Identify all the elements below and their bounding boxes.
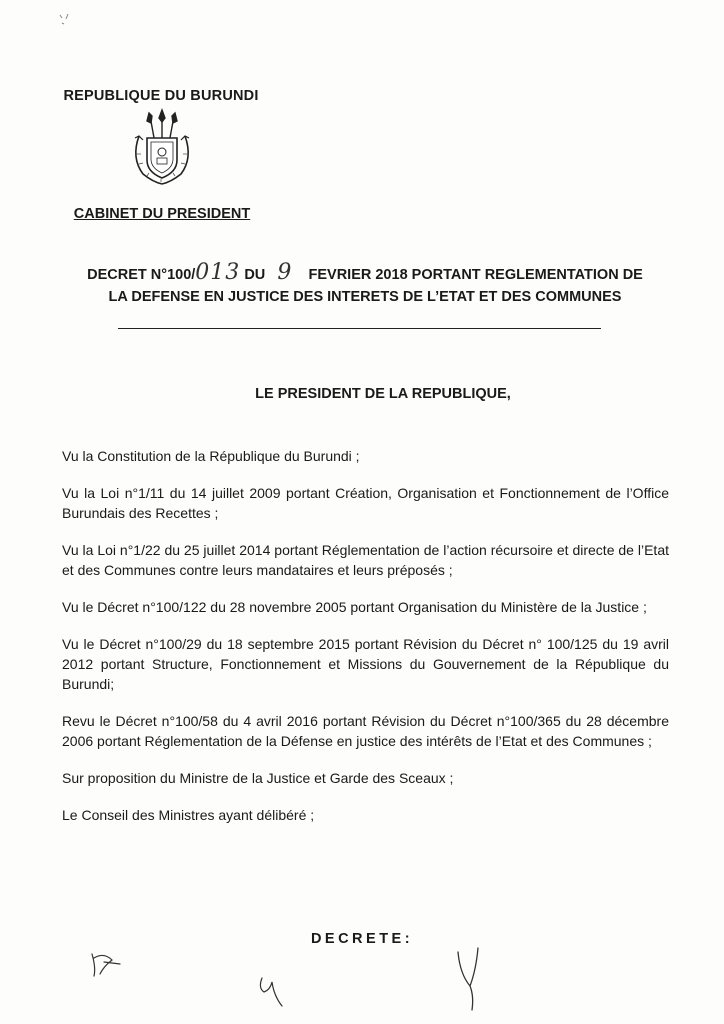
- decree-title-line-1: [40, 262, 690, 286]
- cabinet-name: CABINET DU PRESIDENT: [73, 206, 251, 222]
- president-heading: LE PRESIDENT DE LA REPUBLIQUE,: [255, 386, 511, 402]
- preamble-paragraph: Vu le Décret n°100/29 du 18 septembre 2015 portant Révision du Décret n° 100/125 du 19 avril 2012 portant Structure, Fonctionnement et Missions du Gouvernement de la République du Burundi;: [62, 636, 669, 692]
- decree-number-handwritten: 013: [195, 260, 241, 285]
- decree-title: [40, 262, 690, 308]
- decree-number-prefix: DECRET N°100/: [87, 267, 196, 283]
- preamble-paragraph: Vu la Loi n°1/22 du 25 juillet 2014 portant Réglementation de l’action récursoire et directe de l’Etat et des Communes contre leurs mandataires et leurs préposés ;: [62, 542, 669, 578]
- preamble-paragraph: Sur proposition du Ministre de la Justice et Garde des Sceaux ;: [62, 770, 454, 786]
- preamble-paragraph: Vu la Loi n°1/11 du 14 juillet 2009 portant Création, Organisation et Fonctionnement de l’Office Burundais des Recettes ;: [62, 485, 669, 521]
- decree-title-line-1-rest: FEVRIER 2018 PORTANT REGLEMENTATION DE: [308, 267, 643, 283]
- preamble-paragraph: Le Conseil des Ministres ayant délibéré ;: [62, 807, 315, 823]
- preamble-paragraph: Vu le Décret n°100/122 du 28 novembre 2005 portant Organisation du Ministère de la Justice ;: [62, 599, 647, 615]
- decree-day-handwritten: 9: [277, 260, 293, 285]
- decree-title-line-2: LA DEFENSE EN JUSTICE DES INTERETS DE L’ETAT ET DES COMMUNES: [108, 289, 622, 305]
- decrete-heading: DECRETE:: [310, 931, 414, 947]
- preamble-paragraph: Revu le Décret n°100/58 du 4 avril 2016 portant Révision du Décret n°100/365 du 28 décembre 2006 portant Réglementation de la Défense en justice des intérêts de l’Etat et des Communes ;: [62, 713, 669, 749]
- preamble-paragraph: Vu la Constitution de la République du Burundi ;: [62, 448, 360, 464]
- preamble: [62, 446, 669, 842]
- coat-of-arms-emblem: [117, 108, 207, 194]
- letterhead: [62, 88, 262, 222]
- corner-scan-mark: [58, 12, 72, 26]
- republic-name: REPUBLIQUE DU BURUNDI: [63, 88, 259, 104]
- title-divider: [118, 328, 601, 329]
- decree-du: DU: [244, 267, 266, 283]
